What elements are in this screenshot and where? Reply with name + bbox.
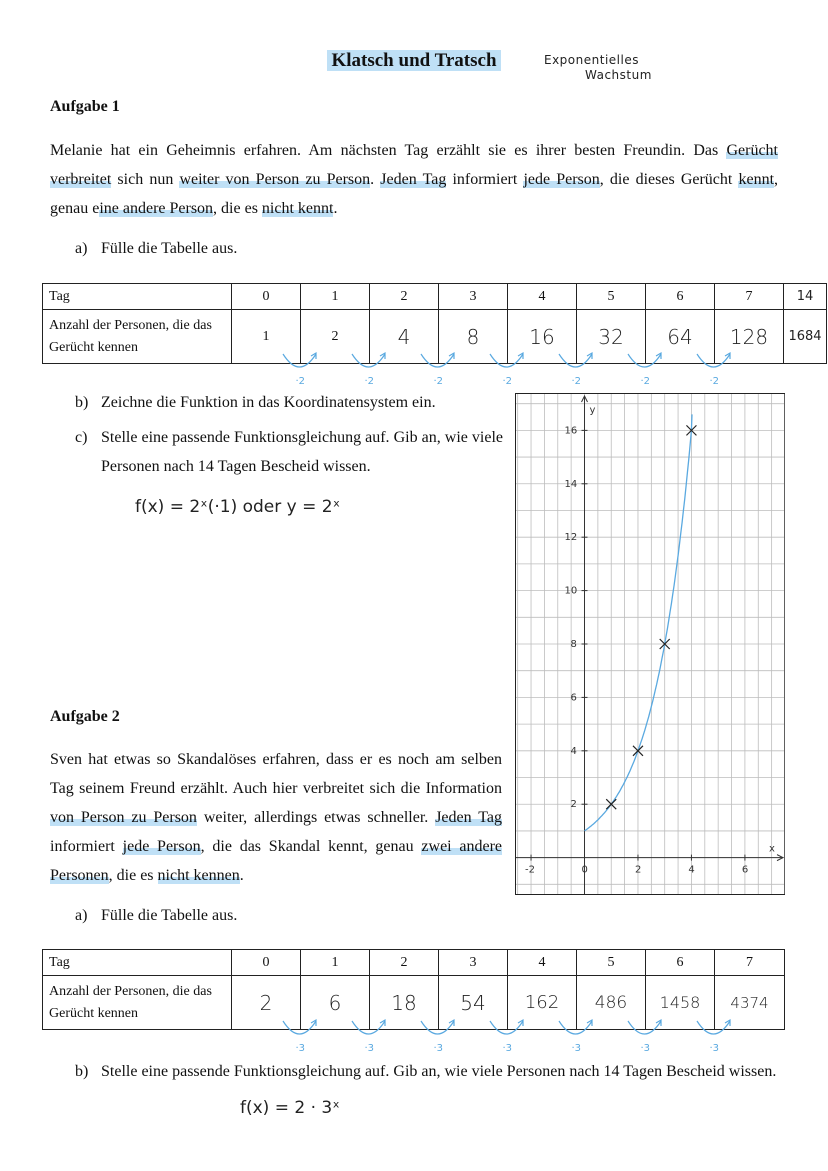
y-tick-label: 4 [570, 745, 577, 757]
task2-text-segment: , die das Skandal kennt, genau [200, 838, 422, 855]
task1-a-text: Fülle die Tabelle aus. [101, 240, 238, 257]
task1-value-2: 4 [370, 310, 439, 364]
y-tick-label: 6 [570, 692, 577, 704]
factor-arc [697, 353, 730, 367]
task2-a-label: a) [75, 907, 88, 924]
task1-c [75, 423, 503, 481]
task2-text-segment: nicht kennen [157, 867, 240, 884]
task1-a-label: a) [75, 240, 88, 257]
task1-value-5: 32 [577, 310, 646, 364]
task2-value-3: 54 [439, 976, 508, 1030]
task2-text [50, 745, 502, 890]
task1-value-3: 8 [439, 310, 508, 364]
task2-row2-label: Anzahl der Personen, die das Gerücht kennen [43, 976, 232, 1030]
task1-text-segment: , die dieses Gerücht [599, 171, 739, 188]
task2-b-text: Stelle eine passende Funktionsgleichung auf. Gib an, wie viele Personen nach 14 Tagen Bescheid wissen. [101, 1063, 777, 1080]
task1-day-3: 3 [439, 284, 508, 310]
task2-row1-label: Tag [43, 950, 232, 976]
factor-label: ·3 [295, 1043, 306, 1054]
page-title: Klatsch und Tratsch [0, 50, 828, 72]
task2-day-1: 1 [301, 950, 370, 976]
task2-value-2: 18 [370, 976, 439, 1030]
task2-text-segment: Sven hat etwas so Skandalöses erfahren, dass er es noch am selben Tag seinem Freund erzählt. Auch hier verbreitet sich die Information [50, 751, 502, 797]
task1-b-text: Zeichne die Funktion in das Koordinatensystem ein. [101, 394, 436, 411]
margin-note-line1: Exponentielles [544, 53, 639, 67]
factor-arc [352, 353, 385, 367]
task2-day-0: 0 [232, 950, 301, 976]
factor-arc [628, 353, 661, 367]
task2-value-0: 2 [232, 976, 301, 1030]
task1-answer: f(x) = 2ˣ(·1) oder y = 2ˣ [135, 497, 341, 517]
y-tick-label: 2 [570, 799, 577, 811]
factor-arc [352, 1020, 385, 1034]
factor-arc [421, 1020, 454, 1034]
task1-text-segment: kennt [738, 171, 775, 188]
y-tick-label: 14 [564, 478, 578, 490]
task1-text-segment: jede Person [523, 171, 600, 188]
y-tick-label: 16 [564, 425, 578, 437]
x-axis-label: x [769, 843, 775, 855]
task1-text-segment: Gerücht verbreitet [50, 142, 778, 188]
task2-a-text: Fülle die Tabelle aus. [101, 907, 238, 924]
factor-label: ·2 [433, 376, 444, 387]
factor-label: ·2 [295, 376, 306, 387]
factor-label: ·2 [709, 376, 720, 387]
y-tick-label: 10 [564, 585, 578, 597]
task1-row2-label: Anzahl der Personen, die das Gerücht kennen [43, 310, 232, 364]
task1-day-2: 2 [370, 284, 439, 310]
factor-label: ·3 [502, 1043, 513, 1054]
task2-day-3: 3 [439, 950, 508, 976]
task2-text-segment: Jeden Tag [435, 809, 502, 826]
task2-text-segment: jede Person [122, 838, 201, 855]
task2-day-7: 7 [715, 950, 785, 976]
task2-day-4: 4 [508, 950, 577, 976]
x-tick-label: 4 [688, 864, 695, 876]
task2-value-1: 6 [301, 976, 370, 1030]
task1-b [75, 394, 436, 412]
task2-text-segment: weiter, allerdings etwas schneller. [196, 809, 436, 826]
x-tick-label: 2 [634, 864, 642, 876]
task1-c-label: c) [75, 429, 88, 446]
task2-day-5: 5 [577, 950, 646, 976]
task1-text-segment: . [370, 171, 381, 188]
task1-text-segment: Jeden Tag [380, 171, 447, 188]
factor-label: ·3 [640, 1043, 651, 1054]
factor-arc [559, 353, 592, 367]
factor-label: ·3 [571, 1043, 582, 1054]
y-axis-label: y [589, 405, 596, 416]
task2-heading: Aufgabe 2 [50, 708, 120, 725]
factor-label: ·3 [709, 1043, 720, 1054]
task2-value-7: 4374 [715, 976, 785, 1030]
task2-value-4: 162 [508, 976, 577, 1030]
task1-day-6: 6 [646, 284, 715, 310]
task1-text-segment: ine andere Person [99, 200, 214, 217]
factor-arc [559, 1020, 592, 1034]
task2-text-segment: informiert [50, 838, 123, 855]
task1-value-0: 1 [232, 310, 301, 364]
x-tick-label: 0 [581, 864, 588, 876]
task1-a [75, 240, 237, 258]
x-tick-label: 6 [741, 864, 749, 876]
factor-label: ·2 [640, 376, 651, 387]
coordinate-system [515, 393, 785, 895]
task1-factor-arcs [0, 350, 828, 390]
task2-text-segment: . [239, 867, 244, 884]
task2-a [75, 907, 237, 925]
task1-heading: Aufgabe 1 [50, 98, 120, 115]
factor-label: ·2 [502, 376, 513, 387]
task1-day-4: 4 [508, 284, 577, 310]
task1-day-0: 0 [232, 284, 301, 310]
task2-factor-arcs [0, 1017, 828, 1057]
task1-day-7: 7 [715, 284, 784, 310]
task1-day-extra: 14 [784, 284, 827, 310]
task1-value-4: 16 [508, 310, 577, 364]
task2-b-label: b) [75, 1063, 89, 1080]
task1-text-segment: . [333, 200, 338, 217]
y-tick-label: 12 [564, 532, 578, 544]
task2-answer: f(x) = 2 · 3ˣ [240, 1098, 340, 1118]
task1-text-segment: , genau e [50, 171, 779, 217]
task1-text-segment: Melanie hat ein Geheimnis erfahren. Am nächsten Tag erzählt sie es ihrer besten Freundin. Das [50, 142, 727, 159]
factor-arc [628, 1020, 661, 1034]
factor-label: ·2 [571, 376, 582, 387]
x-tick-label: -2 [525, 864, 536, 876]
task2-day-2: 2 [370, 950, 439, 976]
task2-text-segment: , die es [108, 867, 158, 884]
task1-value-1: 2 [301, 310, 370, 364]
task1-day-5: 5 [577, 284, 646, 310]
factor-arc [421, 353, 454, 367]
task1-b-label: b) [75, 394, 89, 411]
margin-note-line2: Wachstum [585, 68, 652, 82]
task1-row1-label: Tag [43, 284, 232, 310]
factor-label: ·3 [433, 1043, 444, 1054]
task1-text-segment: informiert [446, 171, 524, 188]
factor-arc [283, 353, 316, 367]
task1-text [50, 136, 778, 223]
factor-arc [697, 1020, 730, 1034]
task1-value-extra: 1684 [784, 310, 827, 364]
task2-text-segment: zwei andere Personen [50, 838, 503, 884]
task2-text-segment: von Person zu Person [50, 809, 197, 826]
task2-value-6: 1458 [646, 976, 715, 1030]
task1-text-segment: sich nun [111, 171, 180, 188]
factor-label: ·2 [364, 376, 375, 387]
task2-day-6: 6 [646, 950, 715, 976]
task1-text-segment: , die es [213, 200, 262, 217]
factor-label: ·3 [364, 1043, 375, 1054]
task1-text-segment: nicht kennt [261, 200, 334, 217]
y-tick-label: 8 [570, 639, 577, 650]
task1-value-7: 128 [715, 310, 784, 364]
factor-arc [490, 1020, 523, 1034]
task2-b [75, 1057, 780, 1086]
task1-value-6: 64 [646, 310, 715, 364]
factor-arc [283, 1020, 316, 1034]
task1-day-1: 1 [301, 284, 370, 310]
task1-c-text: Stelle eine passende Funktionsgleichung auf. Gib an, wie viele Personen nach 14 Tagen Bescheid wissen. [101, 429, 503, 475]
task2-value-5: 486 [577, 976, 646, 1030]
factor-arc [490, 353, 523, 367]
task1-text-segment: weiter von Person zu Person [179, 171, 371, 188]
